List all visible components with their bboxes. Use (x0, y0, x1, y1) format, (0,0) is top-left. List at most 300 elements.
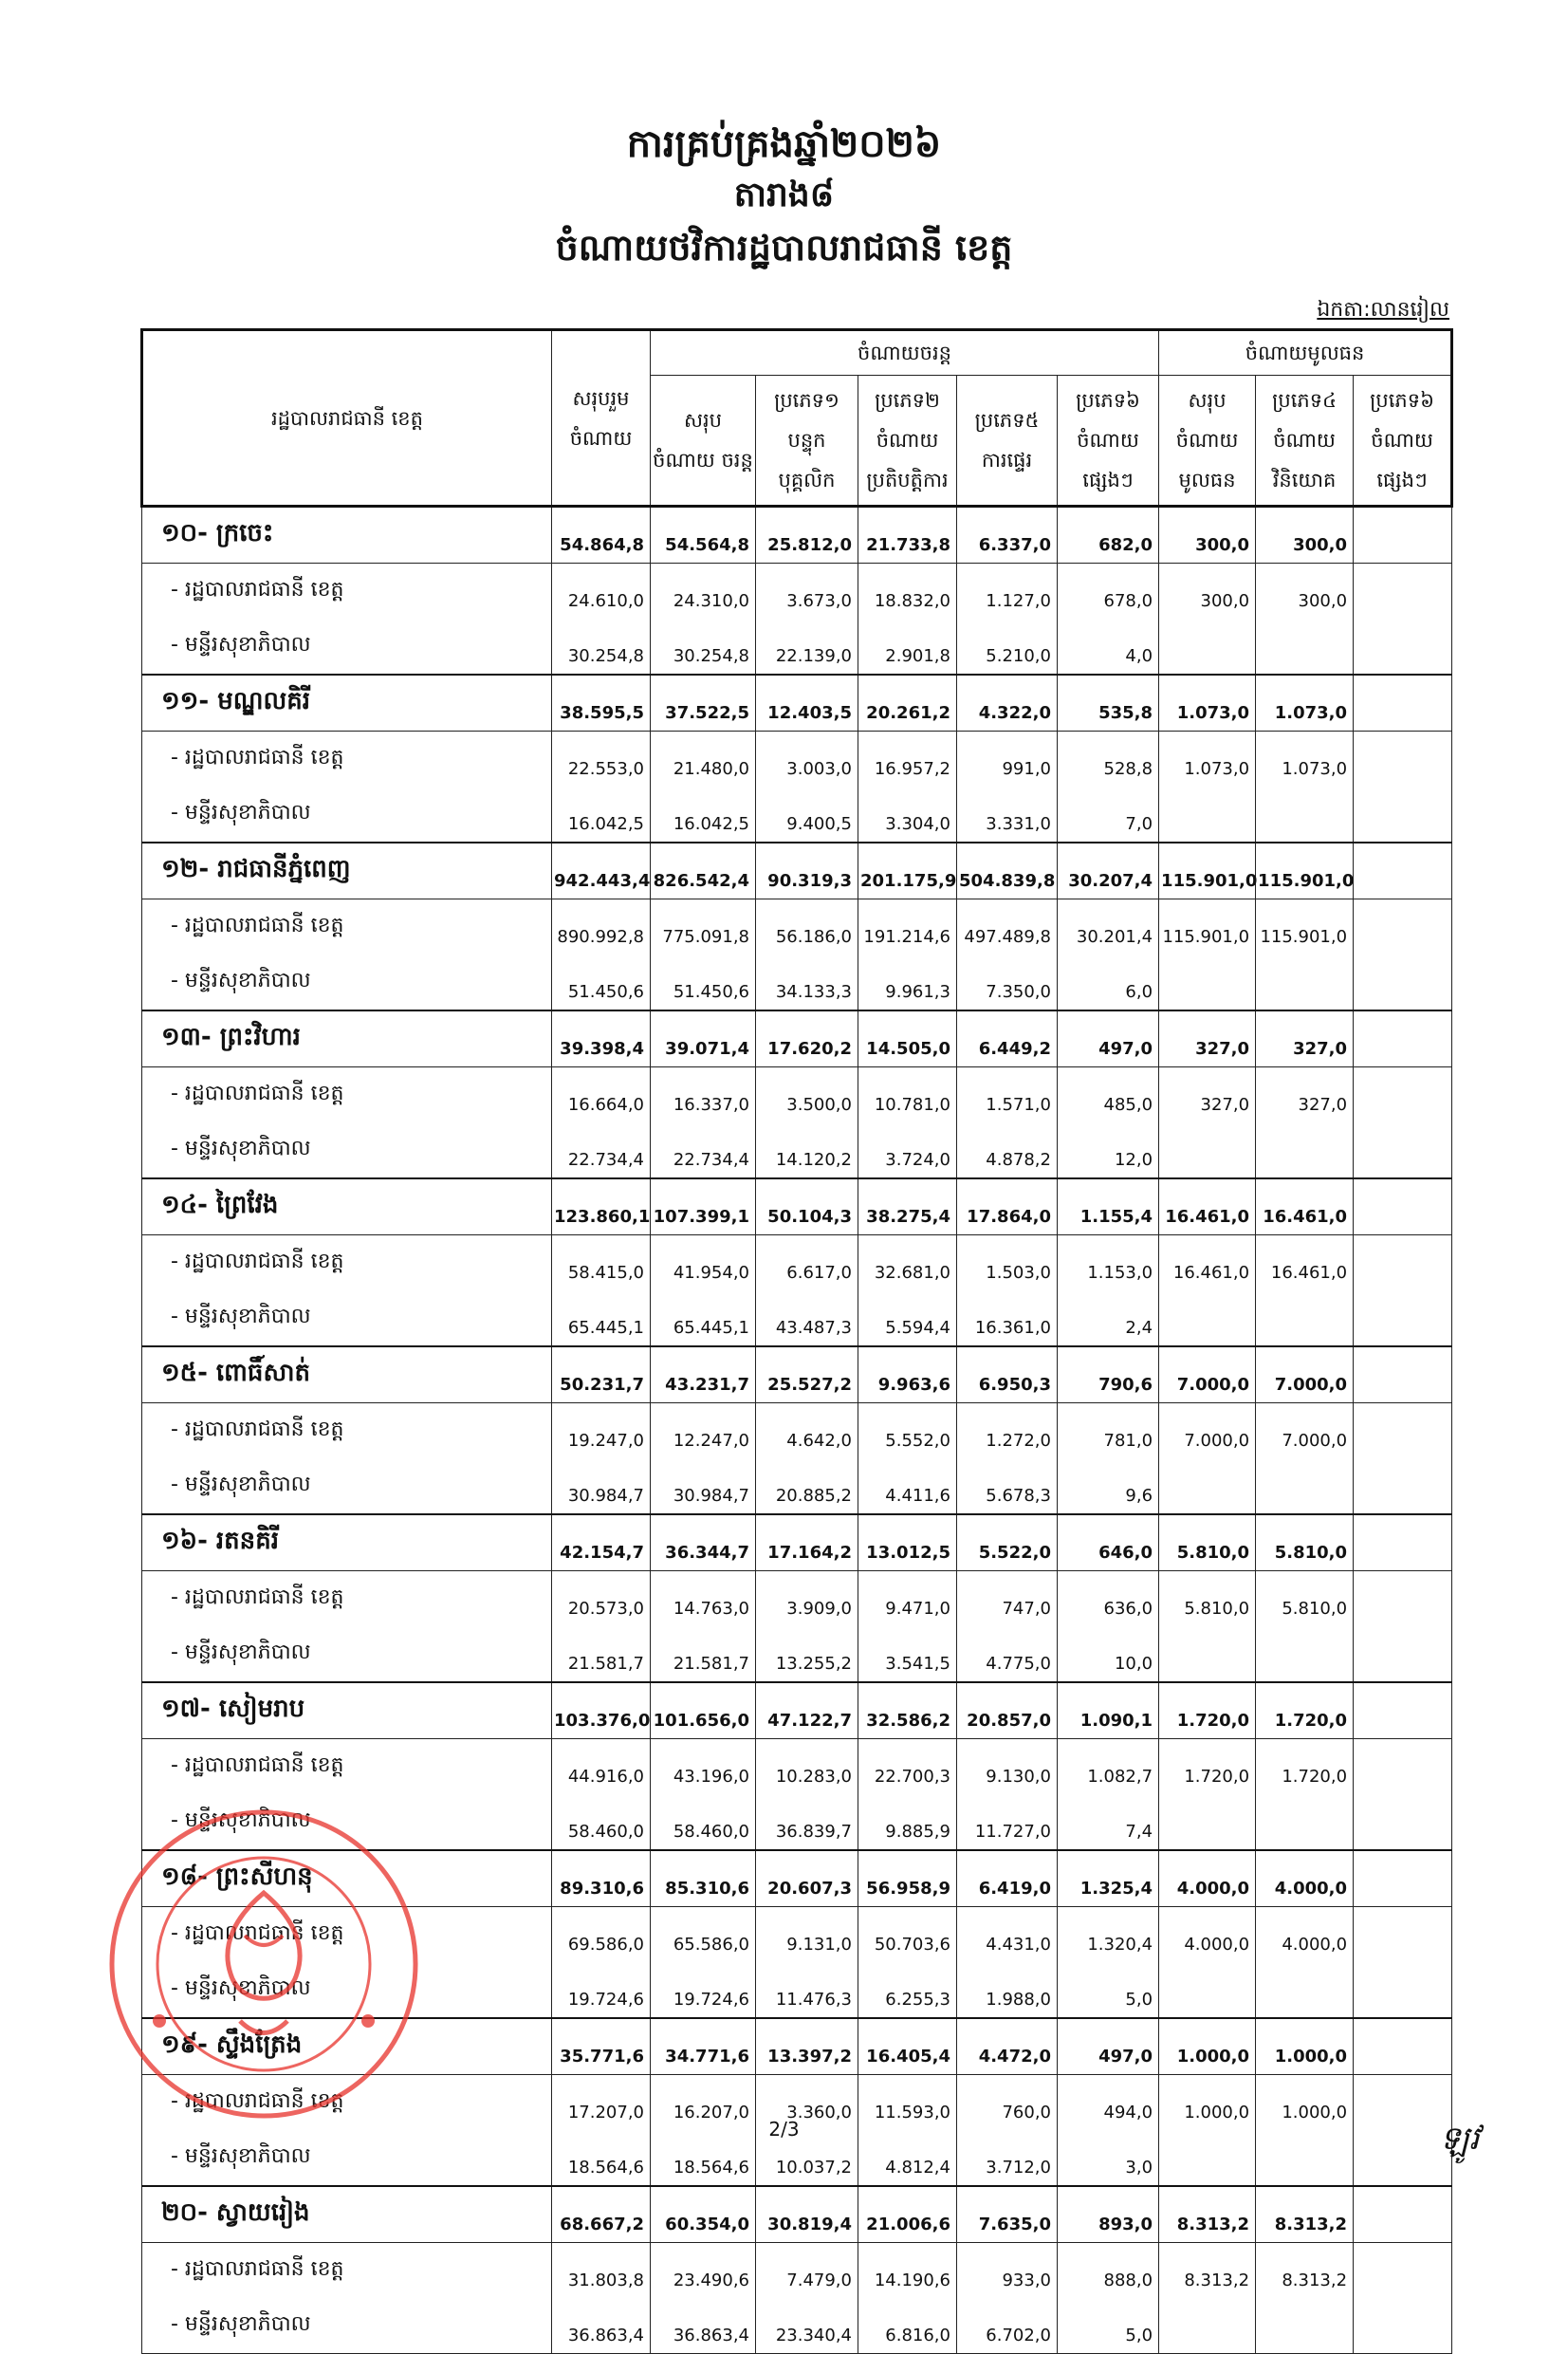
table-row (142, 1458, 1452, 1514)
value-cell: 20.261,2 (858, 675, 957, 732)
value-cell (1354, 1235, 1452, 1291)
table-row (142, 564, 1452, 620)
value-cell (1354, 1626, 1452, 1682)
row-label: ១៤- ព្រៃវែង (142, 1178, 552, 1235)
value-cell: 12.403,5 (756, 675, 858, 732)
value-cell: 1.720,0 (1159, 1739, 1256, 1795)
row-label: ១៧- សៀមរាប (142, 1682, 552, 1739)
value-cell: 22.734,4 (552, 1122, 651, 1178)
value-cell: 1.073,0 (1256, 732, 1354, 788)
value-cell: 4.472,0 (957, 2018, 1058, 2075)
value-cell: 3.673,0 (756, 564, 858, 620)
value-cell: 9.963,6 (858, 1346, 957, 1403)
value-cell: 5.678,3 (957, 1458, 1058, 1514)
value-cell: 7,4 (1058, 1794, 1159, 1850)
value-cell: 781,0 (1058, 1403, 1159, 1459)
value-cell: 888,0 (1058, 2243, 1159, 2299)
value-cell: 21.006,6 (858, 2186, 957, 2243)
value-cell (1354, 1682, 1452, 1739)
value-cell: 826.542,4 (651, 843, 756, 899)
value-cell: 528,8 (1058, 732, 1159, 788)
value-cell: 991,0 (957, 732, 1058, 788)
row-label: - រដ្ឋបាលរាជធានី ខេត្ត (142, 899, 552, 955)
value-cell (1354, 1403, 1452, 1459)
table-row (142, 1010, 1452, 1067)
value-cell: 90.319,3 (756, 843, 858, 899)
value-cell: 1.082,7 (1058, 1739, 1159, 1795)
value-cell (1354, 2018, 1452, 2075)
value-cell: 497,0 (1058, 1010, 1159, 1067)
value-cell: 39.398,4 (552, 1010, 651, 1067)
value-cell (1354, 1571, 1452, 1627)
value-cell: 4.775,0 (957, 1626, 1058, 1682)
value-cell (1159, 1458, 1256, 1514)
row-label: - មន្ទីរសុខាភិបាល (142, 1794, 552, 1850)
value-cell: 3.541,5 (858, 1626, 957, 1682)
table-row (142, 619, 1452, 675)
value-cell: 16.337,0 (651, 1067, 756, 1123)
table-row (142, 2298, 1452, 2354)
value-cell: 890.992,8 (552, 899, 651, 955)
value-cell: 31.803,8 (552, 2243, 651, 2299)
value-cell (1354, 2186, 1452, 2243)
value-cell: 30.201,4 (1058, 899, 1159, 955)
row-label: - រដ្ឋបាលរាជធានី ខេត្ត (142, 1403, 552, 1459)
value-cell: 22.139,0 (756, 619, 858, 675)
value-cell: 4.322,0 (957, 675, 1058, 732)
value-cell: 3.360,0 (756, 2075, 858, 2131)
value-cell: 20.885,2 (756, 1458, 858, 1514)
value-cell: 760,0 (957, 2075, 1058, 2131)
table-row (142, 1739, 1452, 1795)
table-row (142, 787, 1452, 843)
row-label: ១០- ក្រចេះ (142, 507, 552, 564)
value-cell: 11.476,3 (756, 1962, 858, 2018)
value-cell: 44.916,0 (552, 1739, 651, 1795)
value-cell: 7.000,0 (1159, 1403, 1256, 1459)
value-cell: 7.000,0 (1159, 1346, 1256, 1403)
value-cell: 1.503,0 (957, 1235, 1058, 1291)
row-label: ១៥- ពោធិ៍សាត់ (142, 1346, 552, 1403)
value-cell: 3.712,0 (957, 2130, 1058, 2186)
value-cell: 10.037,2 (756, 2130, 858, 2186)
value-cell: 7,0 (1058, 787, 1159, 843)
value-cell: 38.595,5 (552, 675, 651, 732)
unit-label: ឯកតា:លានរៀល (1317, 298, 1449, 322)
value-cell: 50.703,6 (858, 1907, 957, 1963)
document-title: ការគ្រប់គ្រងឆ្នាំ២០២៦ (626, 121, 942, 166)
value-cell: 17.207,0 (552, 2075, 651, 2131)
row-label: ១២- រាជធានីភ្នំពេញ (142, 843, 552, 899)
value-cell: 85.310,6 (651, 1850, 756, 1907)
value-cell: 7.479,0 (756, 2243, 858, 2299)
value-cell (1256, 955, 1354, 1010)
value-cell: 16.042,5 (651, 787, 756, 843)
value-cell: 36.839,7 (756, 1794, 858, 1850)
value-cell: 1.000,0 (1159, 2075, 1256, 2131)
value-cell: 25.527,2 (756, 1346, 858, 1403)
value-cell (1256, 1962, 1354, 2018)
value-cell: 39.071,4 (651, 1010, 756, 1067)
value-cell: 47.122,7 (756, 1682, 858, 1739)
value-cell: 16.461,0 (1256, 1235, 1354, 1291)
value-cell (1354, 955, 1452, 1010)
value-cell: 115.901,0 (1256, 843, 1354, 899)
row-label: - មន្ទីរសុខាភិបាល (142, 1626, 552, 1682)
value-cell: 51.450,6 (651, 955, 756, 1010)
value-cell: 2.901,8 (858, 619, 957, 675)
col-header-total: សរុបរួម ចំណាយ (552, 330, 651, 507)
value-cell: 56.958,9 (858, 1850, 957, 1907)
group-header-current: ចំណាយចរន្ត (651, 330, 1159, 376)
value-cell (1354, 2243, 1452, 2299)
value-cell: 101.656,0 (651, 1682, 756, 1739)
value-cell: 23.490,6 (651, 2243, 756, 2299)
value-cell: 201.175,9 (858, 843, 957, 899)
row-label: - មន្ទីរសុខាភិបាល (142, 1122, 552, 1178)
value-cell: 3.724,0 (858, 1122, 957, 1178)
value-cell: 485,0 (1058, 1067, 1159, 1123)
value-cell: 9.471,0 (858, 1571, 957, 1627)
handwritten-initials: ឡូវ (1440, 2120, 1480, 2158)
col-header: ប្រភេទ២ ចំណាយ ប្រតិបត្តិការ (858, 376, 957, 507)
table-row (142, 1571, 1452, 1627)
value-cell (1354, 732, 1452, 788)
value-cell (1354, 1290, 1452, 1346)
value-cell: 327,0 (1159, 1010, 1256, 1067)
value-cell: 60.354,0 (651, 2186, 756, 2243)
col-header: ប្រភេទ៤ ចំណាយ វិនិយោគ (1256, 376, 1354, 507)
value-cell: 65.586,0 (651, 1907, 756, 1963)
value-cell: 5.810,0 (1256, 1514, 1354, 1571)
value-cell: 2,4 (1058, 1290, 1159, 1346)
value-cell: 300,0 (1159, 507, 1256, 564)
value-cell: 19.724,6 (552, 1962, 651, 2018)
value-cell (1354, 1962, 1452, 2018)
table-row (142, 843, 1452, 899)
row-label: - រដ្ឋបាលរាជធានី ខេត្ត (142, 1907, 552, 1963)
row-label: ១១- មណ្ឌលគិរី (142, 675, 552, 732)
value-cell: 6.816,0 (858, 2298, 957, 2354)
value-cell: 4.878,2 (957, 1122, 1058, 1178)
value-cell: 1.272,0 (957, 1403, 1058, 1459)
value-cell: 3.003,0 (756, 732, 858, 788)
col-header: សរុប ចំណាយ មូលធន (1159, 376, 1256, 507)
value-cell: 56.186,0 (756, 899, 858, 955)
value-cell: 5.810,0 (1256, 1571, 1354, 1627)
value-cell: 65.445,1 (552, 1290, 651, 1346)
value-cell: 7.635,0 (957, 2186, 1058, 2243)
value-cell (1354, 619, 1452, 675)
table-row (142, 1626, 1452, 1682)
value-cell: 38.275,4 (858, 1178, 957, 1235)
value-cell: 678,0 (1058, 564, 1159, 620)
value-cell: 9.130,0 (957, 1739, 1058, 1795)
row-label: ១៦- រតនគិរី (142, 1514, 552, 1571)
value-cell: 5.810,0 (1159, 1571, 1256, 1627)
value-cell: 1.000,0 (1159, 2018, 1256, 2075)
page-number: 2/3 (768, 2118, 800, 2141)
row-label: - រដ្ឋបាលរាជធានី ខេត្ត (142, 1235, 552, 1291)
value-cell: 18.564,6 (552, 2130, 651, 2186)
table-row (142, 1682, 1452, 1739)
value-cell: 497.489,8 (957, 899, 1058, 955)
value-cell: 25.812,0 (756, 507, 858, 564)
value-cell: 21.733,8 (858, 507, 957, 564)
table-row (142, 955, 1452, 1010)
value-cell: 43.487,3 (756, 1290, 858, 1346)
value-cell: 7.350,0 (957, 955, 1058, 1010)
row-label: - មន្ទីរសុខាភិបាល (142, 2130, 552, 2186)
table-number: តារាង៨ (733, 175, 835, 214)
value-cell: 300,0 (1256, 564, 1354, 620)
value-cell: 4,0 (1058, 619, 1159, 675)
value-cell: 14.763,0 (651, 1571, 756, 1627)
value-cell: 3.909,0 (756, 1571, 858, 1627)
value-cell: 497,0 (1058, 2018, 1159, 2075)
value-cell (1354, 787, 1452, 843)
row-label: - រដ្ឋបាលរាជធានី ខេត្ត (142, 1067, 552, 1123)
value-cell: 9.400,5 (756, 787, 858, 843)
value-cell: 32.586,2 (858, 1682, 957, 1739)
row-label: - មន្ទីរសុខាភិបាល (142, 1962, 552, 2018)
value-cell: 191.214,6 (858, 899, 957, 955)
value-cell (1256, 1626, 1354, 1682)
value-cell (1354, 2298, 1452, 2354)
value-cell: 20.857,0 (957, 1682, 1058, 1739)
value-cell: 10,0 (1058, 1626, 1159, 1682)
value-cell: 20.573,0 (552, 1571, 651, 1627)
value-cell: 6.337,0 (957, 507, 1058, 564)
table-row (142, 1403, 1452, 1459)
value-cell: 37.522,5 (651, 675, 756, 732)
row-label: ១៨- ព្រះសីហនុ (142, 1850, 552, 1907)
value-cell (1354, 1907, 1452, 1963)
table-row (142, 1122, 1452, 1178)
value-cell: 1.090,1 (1058, 1682, 1159, 1739)
value-cell: 4.411,6 (858, 1458, 957, 1514)
value-cell (1256, 1794, 1354, 1850)
value-cell: 69.586,0 (552, 1907, 651, 1963)
value-cell: 5.594,4 (858, 1290, 957, 1346)
table-row (142, 1514, 1452, 1571)
value-cell: 13.255,2 (756, 1626, 858, 1682)
value-cell (1159, 1794, 1256, 1850)
value-cell: 6,0 (1058, 955, 1159, 1010)
value-cell: 42.154,7 (552, 1514, 651, 1571)
value-cell: 58.460,0 (552, 1794, 651, 1850)
value-cell: 58.460,0 (651, 1794, 756, 1850)
value-cell: 7.000,0 (1256, 1403, 1354, 1459)
value-cell (1159, 619, 1256, 675)
value-cell (1354, 675, 1452, 732)
value-cell: 1.720,0 (1256, 1682, 1354, 1739)
value-cell: 13.397,2 (756, 2018, 858, 2075)
value-cell (1159, 1626, 1256, 1682)
value-cell: 535,8 (1058, 675, 1159, 732)
value-cell: 16.361,0 (957, 1290, 1058, 1346)
value-cell: 14.120,2 (756, 1122, 858, 1178)
value-cell: 3.331,0 (957, 787, 1058, 843)
value-cell (1159, 787, 1256, 843)
table-title: ចំណាយថវិការដ្ឋបាលរាជធានី ខេត្ត (555, 226, 1013, 269)
value-cell: 1.073,0 (1159, 732, 1256, 788)
value-cell: 34.771,6 (651, 2018, 756, 2075)
value-cell: 327,0 (1256, 1067, 1354, 1123)
value-cell: 8.313,2 (1256, 2186, 1354, 2243)
value-cell: 9.961,3 (858, 955, 957, 1010)
table-row (142, 2243, 1452, 2299)
row-label: - មន្ទីរសុខាភិបាល (142, 1458, 552, 1514)
value-cell: 68.667,2 (552, 2186, 651, 2243)
value-cell: 12,0 (1058, 1122, 1159, 1178)
value-cell (1354, 1458, 1452, 1514)
value-cell: 16.042,5 (552, 787, 651, 843)
value-cell (1354, 1346, 1452, 1403)
value-cell: 41.954,0 (651, 1235, 756, 1291)
value-cell: 7.000,0 (1256, 1346, 1354, 1403)
value-cell: 22.553,0 (552, 732, 651, 788)
value-cell (1354, 1010, 1452, 1067)
value-cell: 22.700,3 (858, 1739, 957, 1795)
value-cell: 1.073,0 (1256, 675, 1354, 732)
value-cell: 16.461,0 (1256, 1178, 1354, 1235)
value-cell (1256, 619, 1354, 675)
col-header: ប្រភេទ១ បន្ទុក បុគ្គលិក (756, 376, 858, 507)
value-cell: 3,0 (1058, 2130, 1159, 2186)
value-cell: 34.133,3 (756, 955, 858, 1010)
value-cell: 747,0 (957, 1571, 1058, 1627)
value-cell: 942.443,4 (552, 843, 651, 899)
value-cell: 24.610,0 (552, 564, 651, 620)
value-cell: 11.727,0 (957, 1794, 1058, 1850)
value-cell: 6.702,0 (957, 2298, 1058, 2354)
value-cell: 1.320,4 (1058, 1907, 1159, 1963)
value-cell (1256, 1458, 1354, 1514)
value-cell: 32.681,0 (858, 1235, 957, 1291)
value-cell: 5.552,0 (858, 1403, 957, 1459)
value-cell: 115.901,0 (1159, 899, 1256, 955)
row-label: - រដ្ឋបាលរាជធានី ខេត្ត (142, 2075, 552, 2131)
col-header: ប្រភេទ៦ ចំណាយ ផ្សេងៗ (1058, 376, 1159, 507)
value-cell: 16.461,0 (1159, 1235, 1256, 1291)
value-cell: 5,0 (1058, 1962, 1159, 2018)
table-row (142, 1290, 1452, 1346)
value-cell (1354, 843, 1452, 899)
value-cell: 6.255,3 (858, 1962, 957, 2018)
table-row (142, 732, 1452, 788)
value-cell: 1.127,0 (957, 564, 1058, 620)
value-cell (1256, 1290, 1354, 1346)
value-cell: 6.617,0 (756, 1235, 858, 1291)
royal-seal-stamp (102, 1803, 425, 2125)
value-cell: 16.207,0 (651, 2075, 756, 2131)
value-cell: 17.620,2 (756, 1010, 858, 1067)
value-cell: 4.431,0 (957, 1907, 1058, 1963)
value-cell: 54.864,8 (552, 507, 651, 564)
group-header-capital: ចំណាយមូលធន (1159, 330, 1452, 376)
value-cell: 4.000,0 (1159, 1850, 1256, 1907)
value-cell: 1.720,0 (1256, 1739, 1354, 1795)
row-label: - រដ្ឋបាលរាជធានី ខេត្ត (142, 1739, 552, 1795)
row-label: ២០- ស្វាយរៀង (142, 2186, 552, 2243)
table-row (142, 2186, 1452, 2243)
value-cell: 17.864,0 (957, 1178, 1058, 1235)
value-cell: 21.581,7 (651, 1626, 756, 1682)
value-cell (1256, 2298, 1354, 2354)
value-cell: 1.073,0 (1159, 675, 1256, 732)
table-row (142, 1235, 1452, 1291)
value-cell: 50.104,3 (756, 1178, 858, 1235)
value-cell (1159, 1290, 1256, 1346)
value-cell: 6.419,0 (957, 1850, 1058, 1907)
value-cell: 9.885,9 (858, 1794, 957, 1850)
value-cell: 23.340,4 (756, 2298, 858, 2354)
value-cell: 5.210,0 (957, 619, 1058, 675)
value-cell (1354, 1850, 1452, 1907)
value-cell: 4.000,0 (1256, 1907, 1354, 1963)
value-cell: 43.196,0 (651, 1739, 756, 1795)
row-label: - មន្ទីរសុខាភិបាល (142, 955, 552, 1010)
value-cell (1354, 1514, 1452, 1571)
value-cell: 9,6 (1058, 1458, 1159, 1514)
value-cell: 5,0 (1058, 2298, 1159, 2354)
value-cell: 1.000,0 (1256, 2018, 1354, 2075)
value-cell: 16.405,4 (858, 2018, 957, 2075)
value-cell: 103.376,0 (552, 1682, 651, 1739)
value-cell: 636,0 (1058, 1571, 1159, 1627)
row-label: - រដ្ឋបាលរាជធានី ខេត្ត (142, 732, 552, 788)
value-cell: 300,0 (1159, 564, 1256, 620)
value-cell: 14.505,0 (858, 1010, 957, 1067)
row-label: - មន្ទីរសុខាភិបាល (142, 787, 552, 843)
value-cell: 1.988,0 (957, 1962, 1058, 2018)
value-cell: 8.313,2 (1159, 2186, 1256, 2243)
table-row (142, 675, 1452, 732)
value-cell: 6.449,2 (957, 1010, 1058, 1067)
table-row (142, 507, 1452, 564)
value-cell (1354, 1122, 1452, 1178)
value-cell (1159, 955, 1256, 1010)
value-cell: 54.564,8 (651, 507, 756, 564)
value-cell: 327,0 (1159, 1067, 1256, 1123)
row-label: ១៣- ព្រះវិហារ (142, 1010, 552, 1067)
value-cell: 22.734,4 (651, 1122, 756, 1178)
value-cell: 4.000,0 (1159, 1907, 1256, 1963)
value-cell: 30.984,7 (552, 1458, 651, 1514)
value-cell: 5.810,0 (1159, 1514, 1256, 1571)
value-cell: 4.812,4 (858, 2130, 957, 2186)
value-cell: 89.310,6 (552, 1850, 651, 1907)
value-cell: 12.247,0 (651, 1403, 756, 1459)
value-cell: 18.564,6 (651, 2130, 756, 2186)
value-cell: 14.190,6 (858, 2243, 957, 2299)
value-cell: 16.664,0 (552, 1067, 651, 1123)
value-cell: 30.254,8 (552, 619, 651, 675)
row-label: - រដ្ឋបាលរាជធានី ខេត្ត (142, 1571, 552, 1627)
value-cell: 13.012,5 (858, 1514, 957, 1571)
value-cell: 682,0 (1058, 507, 1159, 564)
value-cell (1354, 1067, 1452, 1123)
value-cell (1354, 1739, 1452, 1795)
value-cell: 30.819,4 (756, 2186, 858, 2243)
value-cell: 327,0 (1256, 1010, 1354, 1067)
value-cell (1354, 507, 1452, 564)
value-cell: 10.283,0 (756, 1739, 858, 1795)
table-row (142, 899, 1452, 955)
value-cell (1159, 2298, 1256, 2354)
value-cell: 35.771,6 (552, 2018, 651, 2075)
